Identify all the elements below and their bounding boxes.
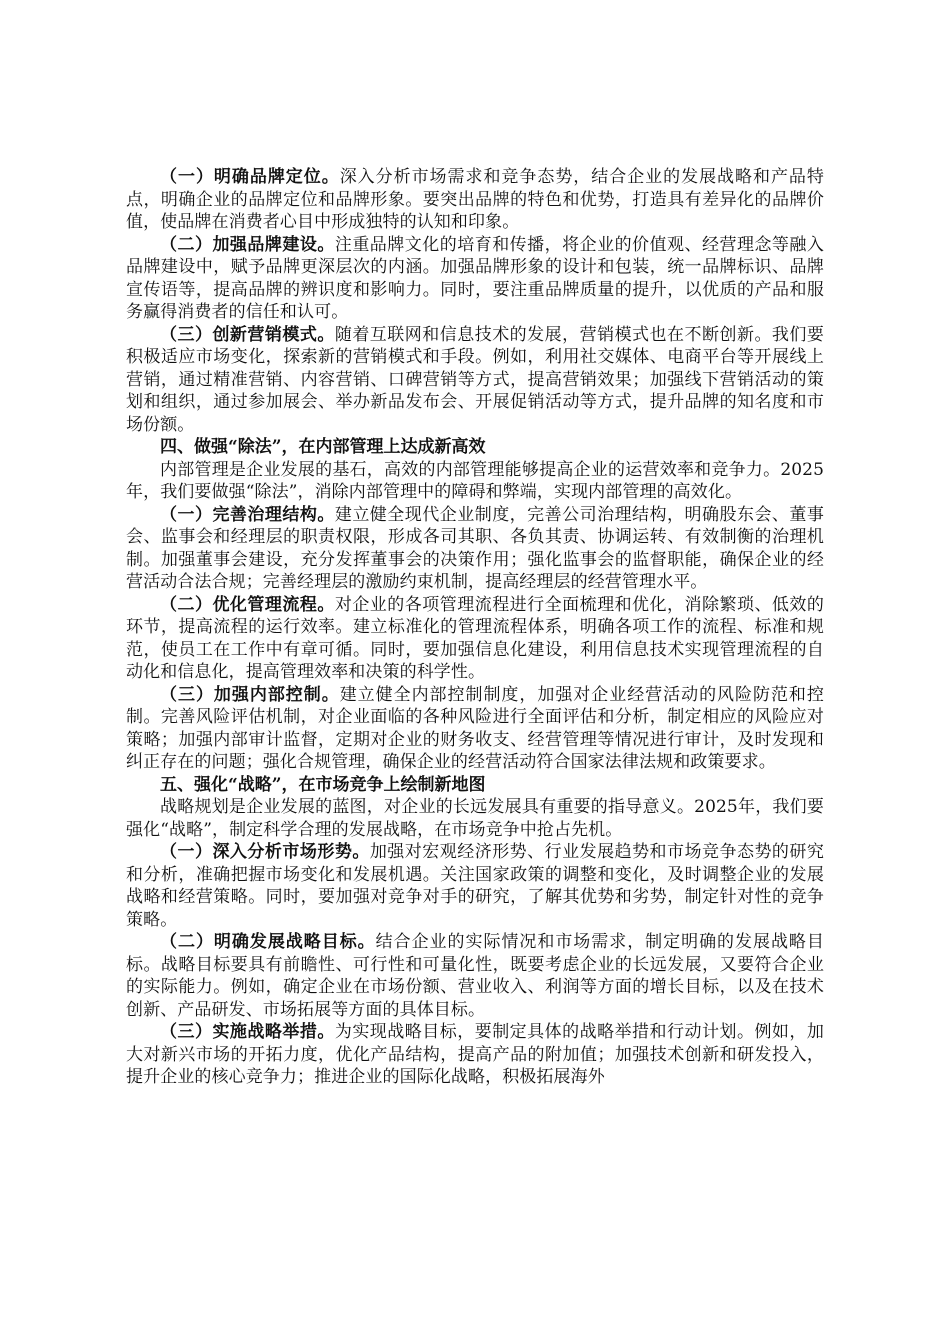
document-body: [126, 166, 824, 1089]
paragraph-lead: （二）明确发展战略目标。: [160, 932, 376, 952]
paragraph-internal-control: [126, 684, 824, 774]
paragraph-text: 深入分析市场需求和竞争态势，结合企业的发展战略和产品特点，明确企业的品牌定位和品牌形象。要突出品牌的特色和优势，打造具有差异化的品牌价值，使品牌在消费者心目中形成独特的认知和印象。: [126, 167, 825, 232]
paragraph-lead: （一）明确品牌定位。: [160, 167, 340, 187]
paragraph-brand-positioning: [126, 166, 824, 234]
section-heading-internal-management: 四、做强“除法”，在内部管理上达成新高效: [160, 437, 486, 457]
paragraph-strategy-intro: 战略规划是企业发展的蓝图，对企业的长远发展具有重要的指导意义。2025年，我们要强化“战略”，制定科学合理的发展战略，在市场竞争中抢占先机。: [126, 797, 824, 840]
paragraph-strategic-goals: [126, 931, 824, 1021]
paragraph-marketing-innovation: [126, 324, 824, 437]
paragraph-lead: （三）加强内部控制。: [160, 684, 340, 705]
paragraph-internal-management-intro: 内部管理是企业发展的基石，高效的内部管理能够提高企业的运营效率和竞争力。2025年，我们要做强“除法”，消除内部管理中的障碍和弊端，实现内部管理的高效化。: [126, 459, 824, 502]
paragraph-strategic-measures: [126, 1021, 824, 1089]
paragraph-brand-building: [126, 234, 824, 324]
paragraph-process-optimization: [126, 594, 824, 684]
paragraph-market-analysis: [126, 841, 824, 931]
paragraph-lead: （三）创新营销模式。: [160, 324, 335, 345]
paragraph-text: 随着互联网和信息技术的发展，营销模式也在不断创新。我们要积极适应市场变化，探索新的营销模式和手段。例如，利用社交媒体、电商平台等开展线上营销，通过精准营销、内容营销、口碑营销等方式，提高营销效果；加强线下营销活动的策划和组织，通过参加展会、举办新品发布会、开展促销活动等方式，提升品牌的知名度和市场份额。: [126, 324, 824, 435]
paragraph-lead: （二）加强品牌建设。: [160, 234, 335, 255]
paragraph-text: 建立健全内部控制制度，加强对企业经营活动的风险防范和控制。完善风险评估机制，对企业面临的各种风险进行全面评估和分析，制定相应的风险应对策略；加强内部审计监督，定期对企业的财务收支、经营管理等情况进行审计，及时发现和纠正存在的问题；强化合规管理，确保企业的经营活动符合国家法律法规和政策要求。: [126, 684, 825, 772]
paragraph-lead: （二）优化管理流程。: [160, 594, 335, 615]
paragraph-lead: （一）深入分析市场形势。: [160, 842, 370, 862]
paragraph-text: 结合企业的实际情况和市场需求，制定明确的发展战略目标。战略目标要具有前瞻性、可行性和可量化性，既要考虑企业的长远发展，又要符合企业的实际能力。例如，确定企业在市场份额、营业收入、利润等方面的增长目标，以及在技术创新、产品研发、市场拓展等方面的具体目标。: [126, 932, 825, 1020]
paragraph-lead: （三）实施战略举措。: [160, 1022, 335, 1042]
paragraph-governance-structure: [126, 504, 824, 594]
paragraph-text: 建立健全现代企业制度，完善公司治理结构，明确股东会、董事会、监事会和经理层的职责权限，形成各司其职、各负其责、协调运转、有效制衡的治理机制。加强董事会建设，充分发挥董事会的决策作用；强化监事会的监督职能，确保企业的经营活动合法合规；完善经理层的激励约束机制，提高经理层的经营管理水平。: [126, 504, 824, 592]
section-heading-strategy: 五、强化“战略”，在市场竞争上绘制新地图: [160, 774, 486, 795]
paragraph-lead: （一）完善治理结构。: [160, 504, 335, 525]
paragraph-text: 注重品牌文化的培育和传播，将企业的价值观、经营理念等融入品牌建设中，赋予品牌更深层次的内涵。加强品牌形象的设计和包装，统一品牌标识、品牌宣传语等，提高品牌的辨识度和影响力。同时，要注重品牌质量的提升，以优质的产品和服务赢得消费者的信任和认可。: [126, 234, 824, 322]
paragraph-text: 为实现战略目标，要制定具体的战略举措和行动计划。例如，加大对新兴市场的开拓力度，优化产品结构，提高产品的附加值；加强技术创新和研发投入，提升企业的核心竞争力；推进企业的国际化战略，积极拓展海外: [126, 1022, 824, 1087]
paragraph-text: 对企业的各项管理流程进行全面梳理和优化，消除繁琐、低效的环节，提高流程的运行效率。建立标准化的管理流程体系，明确各项工作的流程、标准和规范，使员工在工作中有章可循。同时，要加强信息化建设，利用信息技术实现管理流程的自动化和信息化，提高管理效率和决策的科学性。: [126, 594, 824, 682]
paragraph-text: 加强对宏观经济形势、行业发展趋势和市场竞争态势的研究和分析，准确把握市场变化和发展机遇。关注国家政策的调整和变化，及时调整企业的发展战略和经营策略。同时，要加强对竞争对手的研究，了解其优势和劣势，制定针对性的竞争策略。: [126, 842, 824, 930]
